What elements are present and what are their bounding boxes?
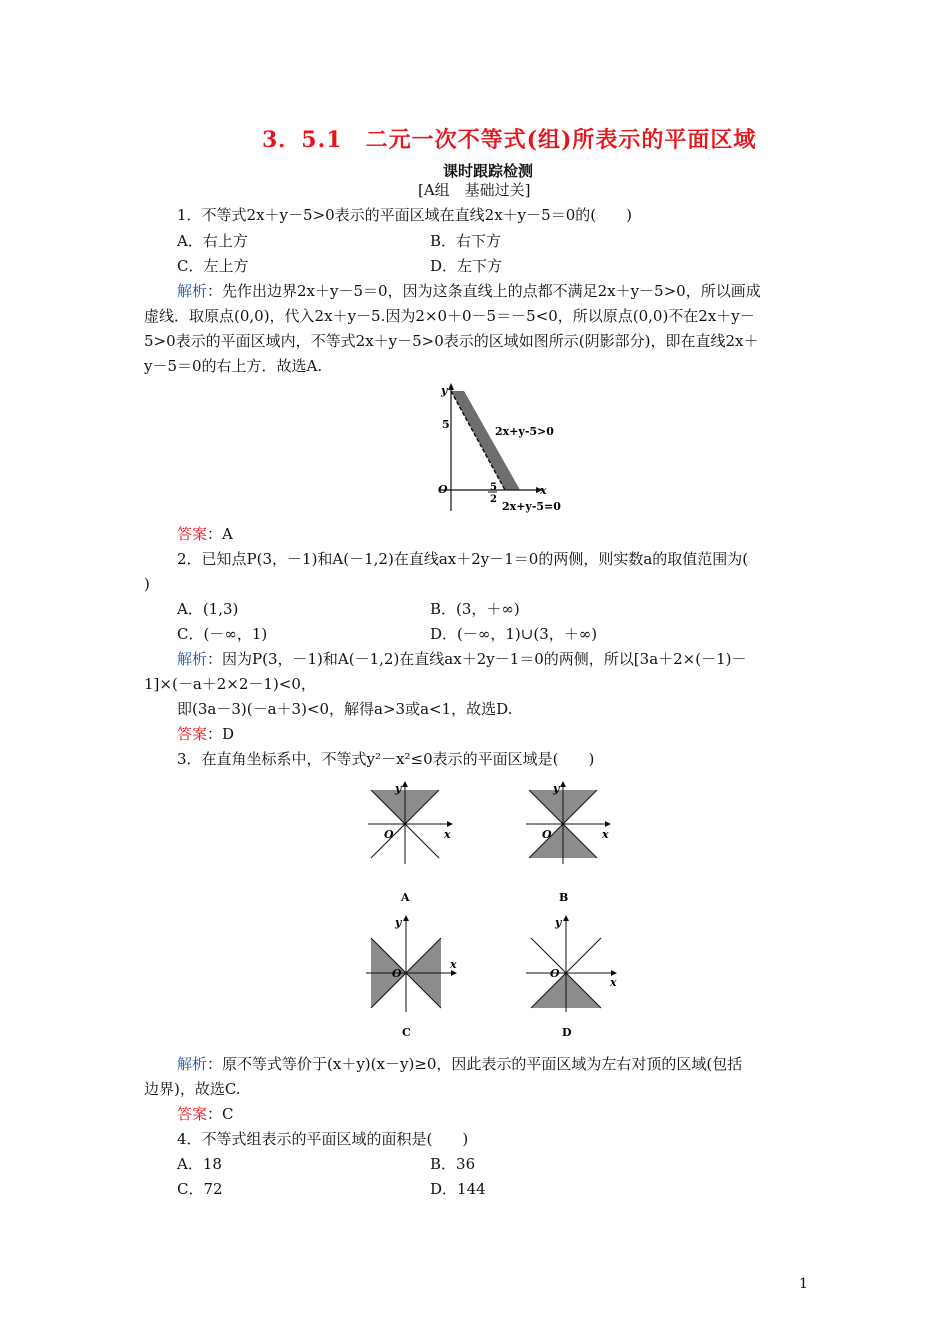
q2-answer-text: ：D — [207, 725, 235, 743]
page-number: 1 — [799, 1276, 808, 1292]
q3-figure-d — [522, 908, 622, 1040]
q2-solution-line2: 1]×(－a＋2×2－1)<0， — [144, 675, 316, 693]
q1-shaded-region — [451, 391, 520, 490]
q1-option-c: C．左上方 — [177, 257, 249, 275]
q3-figure-a — [362, 778, 462, 908]
q3-solution-line1 — [177, 1052, 742, 1077]
q2-option-b: B．(3，＋∞) — [430, 600, 520, 618]
q1-answer-text: ：A — [207, 525, 233, 543]
q2-option-c: C．(－∞，1) — [177, 625, 268, 643]
answer-label: 答案 — [177, 525, 208, 543]
q2-stem-cont: ) — [144, 575, 150, 593]
q3b-y-label: y — [553, 782, 560, 795]
q2-answer — [177, 722, 234, 747]
q3-answer-text: ：C — [207, 1105, 234, 1123]
q1-x-label: x — [540, 484, 547, 497]
q4-option-c: C．72 — [177, 1180, 223, 1198]
q3a-origin-label: O — [384, 828, 394, 841]
q1-frac-numerator: 5 — [490, 482, 497, 493]
q3a-x-arrow-icon — [447, 821, 453, 827]
q3-stem: 3．在直角坐标系中，不等式y²－x²≤0表示的平面区域是( ) — [177, 750, 595, 768]
q3d-caption: D — [562, 1026, 572, 1039]
q4-stem: 4．不等式组表示的平面区域的面积是( ) — [177, 1130, 469, 1148]
q3b-x-arrow-icon — [605, 821, 611, 827]
q1-figure — [420, 380, 570, 520]
q3-figure-b — [520, 778, 620, 908]
q3-figure-c — [362, 908, 462, 1040]
solution-label: 解析 — [177, 282, 208, 300]
q3d-y-label: y — [555, 916, 562, 929]
q1-option-d: D．左下方 — [430, 257, 503, 275]
q3a-y-label: y — [395, 782, 402, 795]
q2-solution-text: ：因为P(3，－1)和A(－1,2)在直线ax＋2y－1＝0的两侧，所以[3a＋2×(－1)－ — [207, 650, 747, 668]
q1-solution-line3: 5>0表示的平面区域内，不等式2x＋y－5>0表示的区域如图所示(阴影部分)，即在直线2x＋ — [144, 332, 759, 350]
q1-solution-line2: 虚线．取原点(0,0)，代入2x＋y－5.因为2×0＋0－5＝－5<0，所以原点(0,0)不在2x＋y－ — [144, 307, 755, 325]
q3b-y-arrow-icon — [560, 781, 566, 787]
solution-label: 解析 — [177, 650, 208, 668]
q1-boundary-label: 2x+y-5=0 — [502, 500, 561, 513]
q3a-x-label: x — [444, 828, 451, 841]
q3b-origin-label: O — [542, 828, 552, 841]
q3d-y-arrow-icon — [563, 915, 569, 921]
q1-origin-label: O — [438, 483, 448, 496]
q1-y-arrow-icon — [448, 383, 454, 390]
page-title: 3．5.1 二元一次不等式(组)所表示的平面区域 — [262, 127, 757, 153]
q4-option-d: D．144 — [430, 1180, 486, 1198]
q3a-y-arrow-icon — [402, 781, 408, 787]
q4-option-a: A．18 — [177, 1155, 222, 1173]
q3c-caption: C — [402, 1026, 411, 1039]
q1-boundary-dashed-line — [451, 391, 505, 490]
q1-stem: 1．不等式2x＋y－5>0表示的平面区域在直线2x＋y－5＝0的( ) — [177, 206, 632, 224]
answer-label: 答案 — [177, 725, 208, 743]
q2-solution-line1 — [177, 647, 747, 672]
q3d-x-label: x — [610, 976, 617, 989]
q1-solution-line1 — [177, 279, 761, 304]
q1-tick-5: 5 — [442, 418, 450, 431]
q2-stem: 2．已知点P(3，－1)和A(－1,2)在直线ax＋2y－1＝0的两侧，则实数a的取值范围为( — [177, 550, 749, 568]
q2-solution-line3: 即(3a－3)(－a＋3)<0，解得a>3或a<1，故选D. — [177, 700, 513, 718]
group-heading: [A组 基础过关] — [418, 181, 531, 199]
q3c-x-label: x — [450, 958, 457, 971]
q3-answer — [177, 1102, 234, 1127]
q3-solution-text: ：原不等式等价于(x＋y)(x－y)≥0，因此表示的平面区域为左右对顶的区域(包括 — [207, 1055, 743, 1073]
q3c-y-label: y — [395, 916, 402, 929]
q4-option-b: B．36 — [430, 1155, 476, 1173]
q3b-x-label: x — [602, 828, 609, 841]
q3c-origin-label: O — [392, 967, 402, 980]
q2-option-a: A．(1,3) — [177, 600, 239, 618]
q3a-caption: A — [401, 891, 410, 904]
q1-y-label: y — [441, 384, 448, 397]
q3d-origin-label: O — [550, 967, 560, 980]
q1-option-b: B．右下方 — [430, 232, 502, 250]
solution-label: 解析 — [177, 1055, 208, 1073]
q1-answer — [177, 522, 233, 547]
q3b-caption: B — [559, 891, 569, 904]
answer-label: 答案 — [177, 1105, 208, 1123]
q1-solution-text: ：先作出边界2x＋y－5＝0，因为这条直线上的点都不满足2x＋y－5>0，所以画成 — [207, 282, 761, 300]
q3c-y-arrow-icon — [403, 915, 409, 921]
q2-option-d: D．(－∞，1)∪(3，＋∞) — [430, 625, 598, 643]
q1-solution-line4: y－5＝0的右上方．故选A. — [144, 357, 323, 375]
q1-region-label: 2x+y-5>0 — [495, 425, 554, 438]
q3-solution-line2: 边界)，故选C. — [144, 1080, 241, 1098]
q1-frac-denominator: 2 — [490, 494, 497, 505]
subtitle: 课时跟踪检测 — [443, 162, 534, 180]
q1-option-a: A．右上方 — [177, 232, 248, 250]
